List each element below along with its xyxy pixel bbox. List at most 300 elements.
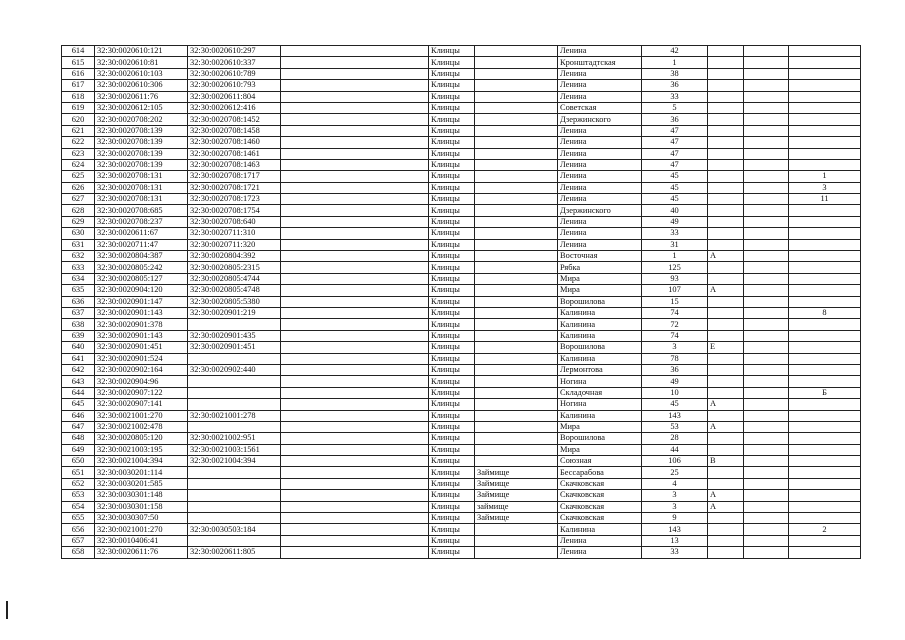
empty-cell — [744, 547, 789, 558]
row-number-cell: 656 — [62, 524, 95, 535]
locality-cell — [475, 433, 558, 444]
city-cell: Клинцы — [429, 148, 475, 159]
street-cell: Ворошилова — [558, 433, 642, 444]
row-number-cell: 654 — [62, 501, 95, 512]
house-letter-cell: А — [708, 251, 744, 262]
street-cell: Дзержинского — [558, 114, 642, 125]
row-number-cell: 640 — [62, 342, 95, 353]
linked-cadastral-number-cell — [188, 387, 281, 398]
house-number-cell: 38 — [642, 68, 708, 79]
locality-cell — [475, 102, 558, 113]
house-number-cell: 45 — [642, 182, 708, 193]
apartment-cell — [789, 251, 861, 262]
house-number-cell: 72 — [642, 319, 708, 330]
linked-cadastral-number-cell: 32:30:0020708:1717 — [188, 171, 281, 182]
cadastral-number-cell: 32:30:0030301:158 — [95, 501, 188, 512]
empty-cell — [744, 444, 789, 455]
cadastral-number-cell: 32:30:0030301:148 — [95, 490, 188, 501]
locality-cell — [475, 194, 558, 205]
house-number-cell: 1 — [642, 251, 708, 262]
house-letter-cell — [708, 137, 744, 148]
city-cell: Клинцы — [429, 296, 475, 307]
street-cell: Мира — [558, 421, 642, 432]
apartment-cell — [789, 114, 861, 125]
city-cell: Клинцы — [429, 46, 475, 57]
city-cell: Клинцы — [429, 251, 475, 262]
table-row — [62, 296, 861, 307]
house-number-cell: 15 — [642, 296, 708, 307]
city-cell: Клинцы — [429, 205, 475, 216]
empty-cell — [744, 501, 789, 512]
locality-cell — [475, 125, 558, 136]
linked-cadastral-number-cell — [188, 319, 281, 330]
table-row — [62, 501, 861, 512]
house-number-cell: 3 — [642, 490, 708, 501]
apartment-cell — [789, 444, 861, 455]
row-number-cell: 626 — [62, 182, 95, 193]
street-cell: Мира — [558, 273, 642, 284]
table-row — [62, 91, 861, 102]
house-number-cell: 36 — [642, 364, 708, 375]
row-number-cell: 618 — [62, 91, 95, 102]
house-number-cell: 1 — [642, 57, 708, 68]
row-number-cell: 635 — [62, 285, 95, 296]
house-letter-cell — [708, 205, 744, 216]
house-letter-cell — [708, 273, 744, 284]
apartment-cell — [789, 376, 861, 387]
cadastral-number-cell: 32:30:0020610:81 — [95, 57, 188, 68]
city-cell: Клинцы — [429, 319, 475, 330]
locality-cell — [475, 535, 558, 546]
city-cell: Клинцы — [429, 456, 475, 467]
scan-edge-mark — [6, 601, 8, 619]
empty-cell — [281, 239, 429, 250]
row-number-cell: 615 — [62, 57, 95, 68]
locality-cell — [475, 387, 558, 398]
cadastral-number-cell: 32:30:0020610:121 — [95, 46, 188, 57]
house-number-cell: 107 — [642, 285, 708, 296]
empty-cell — [281, 330, 429, 341]
street-cell: Ленина — [558, 547, 642, 558]
table-row — [62, 444, 861, 455]
apartment-cell — [789, 57, 861, 68]
table-row — [62, 262, 861, 273]
linked-cadastral-number-cell: 32:30:0020708:1460 — [188, 137, 281, 148]
table-row — [62, 421, 861, 432]
table-row — [62, 125, 861, 136]
house-letter-cell — [708, 171, 744, 182]
empty-cell — [744, 262, 789, 273]
cadastral-number-cell: 32:30:0020901:147 — [95, 296, 188, 307]
street-cell: Рябка — [558, 262, 642, 273]
linked-cadastral-number-cell — [188, 376, 281, 387]
locality-cell — [475, 182, 558, 193]
apartment-cell — [789, 125, 861, 136]
house-number-cell: 143 — [642, 524, 708, 535]
empty-cell — [744, 330, 789, 341]
house-letter-cell — [708, 524, 744, 535]
linked-cadastral-number-cell: 32:30:0020901:435 — [188, 330, 281, 341]
table-row — [62, 46, 861, 57]
city-cell: Клинцы — [429, 171, 475, 182]
row-number-cell: 632 — [62, 251, 95, 262]
locality-cell — [475, 296, 558, 307]
empty-cell — [281, 410, 429, 421]
house-number-cell: 47 — [642, 148, 708, 159]
street-cell: Ленина — [558, 137, 642, 148]
empty-cell — [281, 547, 429, 558]
house-letter-cell — [708, 433, 744, 444]
city-cell: Клинцы — [429, 433, 475, 444]
empty-cell — [744, 57, 789, 68]
city-cell: Клинцы — [429, 364, 475, 375]
cadastral-number-cell: 32:30:0020611:76 — [95, 547, 188, 558]
street-cell: Ворошилова — [558, 296, 642, 307]
locality-cell — [475, 114, 558, 125]
house-number-cell: 47 — [642, 159, 708, 170]
cadastral-number-cell: 32:30:0020907:141 — [95, 399, 188, 410]
empty-cell — [281, 80, 429, 91]
locality-cell — [475, 228, 558, 239]
apartment-cell — [789, 205, 861, 216]
linked-cadastral-number-cell: 32:30:0020708:1458 — [188, 125, 281, 136]
apartment-cell — [789, 410, 861, 421]
apartment-cell: 8 — [789, 307, 861, 318]
linked-cadastral-number-cell: 32:30:0020708:1754 — [188, 205, 281, 216]
cadastral-number-cell: 32:30:0020907:122 — [95, 387, 188, 398]
empty-cell — [744, 353, 789, 364]
linked-cadastral-number-cell: 32:30:0020804:392 — [188, 251, 281, 262]
house-number-cell: 74 — [642, 330, 708, 341]
street-cell: Ленина — [558, 148, 642, 159]
row-number-cell: 623 — [62, 148, 95, 159]
row-number-cell: 641 — [62, 353, 95, 364]
linked-cadastral-number-cell: 32:30:0020708:1452 — [188, 114, 281, 125]
house-letter-cell — [708, 125, 744, 136]
linked-cadastral-number-cell — [188, 353, 281, 364]
city-cell: Клинцы — [429, 478, 475, 489]
empty-cell — [281, 171, 429, 182]
linked-cadastral-number-cell: 32:30:0020711:320 — [188, 239, 281, 250]
row-number-cell: 614 — [62, 46, 95, 57]
linked-cadastral-number-cell: 32:30:0020901:219 — [188, 307, 281, 318]
street-cell: Скачковская — [558, 478, 642, 489]
street-cell: Ленина — [558, 228, 642, 239]
linked-cadastral-number-cell: 32:30:0020610:789 — [188, 68, 281, 79]
street-cell: Кронштадтская — [558, 57, 642, 68]
cadastral-number-cell: 32:30:0021002:478 — [95, 421, 188, 432]
locality-cell — [475, 239, 558, 250]
apartment-cell — [789, 91, 861, 102]
empty-cell — [744, 216, 789, 227]
house-number-cell: 36 — [642, 114, 708, 125]
empty-cell — [281, 364, 429, 375]
locality-cell — [475, 376, 558, 387]
empty-cell — [281, 262, 429, 273]
table-row — [62, 467, 861, 478]
cadastral-number-cell: 32:30:0020708:131 — [95, 194, 188, 205]
locality-cell — [475, 524, 558, 535]
city-cell: Клинцы — [429, 307, 475, 318]
empty-cell — [744, 467, 789, 478]
table-row — [62, 342, 861, 353]
empty-cell — [281, 205, 429, 216]
house-letter-cell — [708, 182, 744, 193]
cadastral-number-cell: 32:30:0020904:120 — [95, 285, 188, 296]
table-row — [62, 228, 861, 239]
house-letter-cell — [708, 159, 744, 170]
locality-cell: Займище — [475, 490, 558, 501]
locality-cell — [475, 342, 558, 353]
table-row — [62, 478, 861, 489]
table-row — [62, 524, 861, 535]
apartment-cell — [789, 296, 861, 307]
row-number-cell: 631 — [62, 239, 95, 250]
city-cell: Клинцы — [429, 285, 475, 296]
street-cell: Скачковская — [558, 513, 642, 524]
empty-cell — [281, 456, 429, 467]
city-cell: Клинцы — [429, 547, 475, 558]
cadastral-number-cell: 32:30:0020901:143 — [95, 307, 188, 318]
city-cell: Клинцы — [429, 342, 475, 353]
house-number-cell: 78 — [642, 353, 708, 364]
empty-cell — [281, 444, 429, 455]
linked-cadastral-number-cell: 32:30:0020805:5380 — [188, 296, 281, 307]
street-cell: Советская — [558, 102, 642, 113]
empty-cell — [281, 376, 429, 387]
street-cell: Ленина — [558, 182, 642, 193]
row-number-cell: 649 — [62, 444, 95, 455]
linked-cadastral-number-cell: 32:30:0020902:440 — [188, 364, 281, 375]
city-cell: Клинцы — [429, 80, 475, 91]
city-cell: Клинцы — [429, 330, 475, 341]
empty-cell — [281, 137, 429, 148]
table-row — [62, 490, 861, 501]
empty-cell — [744, 456, 789, 467]
table-row — [62, 319, 861, 330]
locality-cell — [475, 137, 558, 148]
row-number-cell: 633 — [62, 262, 95, 273]
table-row — [62, 410, 861, 421]
empty-cell — [281, 478, 429, 489]
linked-cadastral-number-cell: 32:30:0020610:793 — [188, 80, 281, 91]
table-row — [62, 364, 861, 375]
linked-cadastral-number-cell: 32:30:0021003:1561 — [188, 444, 281, 455]
linked-cadastral-number-cell — [188, 490, 281, 501]
empty-cell — [744, 524, 789, 535]
house-letter-cell — [708, 478, 744, 489]
city-cell: Клинцы — [429, 387, 475, 398]
empty-cell — [744, 490, 789, 501]
cadastral-number-cell: 32:30:0020611:76 — [95, 91, 188, 102]
street-cell: Калинина — [558, 330, 642, 341]
apartment-cell — [789, 80, 861, 91]
empty-cell — [281, 102, 429, 113]
house-letter-cell: В — [708, 456, 744, 467]
apartment-cell: 1 — [789, 171, 861, 182]
empty-cell — [281, 524, 429, 535]
street-cell: Ленина — [558, 68, 642, 79]
row-number-cell: 622 — [62, 137, 95, 148]
house-number-cell: 28 — [642, 433, 708, 444]
house-letter-cell — [708, 444, 744, 455]
linked-cadastral-number-cell: 32:30:0020711:310 — [188, 228, 281, 239]
apartment-cell — [789, 421, 861, 432]
house-number-cell: 47 — [642, 137, 708, 148]
house-letter-cell — [708, 102, 744, 113]
table-row — [62, 387, 861, 398]
locality-cell — [475, 399, 558, 410]
empty-cell — [744, 478, 789, 489]
empty-cell — [281, 490, 429, 501]
apartment-cell — [789, 501, 861, 512]
locality-cell — [475, 364, 558, 375]
linked-cadastral-number-cell: 32:30:0020610:297 — [188, 46, 281, 57]
city-cell: Клинцы — [429, 68, 475, 79]
registry-table — [61, 45, 861, 559]
apartment-cell: 11 — [789, 194, 861, 205]
table-row — [62, 68, 861, 79]
row-number-cell: 653 — [62, 490, 95, 501]
apartment-cell — [789, 148, 861, 159]
row-number-cell: 648 — [62, 433, 95, 444]
house-letter-cell — [708, 467, 744, 478]
house-number-cell: 33 — [642, 91, 708, 102]
row-number-cell: 651 — [62, 467, 95, 478]
linked-cadastral-number-cell — [188, 535, 281, 546]
cadastral-number-cell: 32:30:0021003:195 — [95, 444, 188, 455]
city-cell: Клинцы — [429, 91, 475, 102]
cadastral-number-cell: 32:30:0020805:242 — [95, 262, 188, 273]
empty-cell — [744, 239, 789, 250]
table-row — [62, 399, 861, 410]
empty-cell — [744, 125, 789, 136]
empty-cell — [744, 387, 789, 398]
row-number-cell: 639 — [62, 330, 95, 341]
house-letter-cell — [708, 307, 744, 318]
apartment-cell — [789, 102, 861, 113]
cadastral-number-cell: 32:30:0020904:96 — [95, 376, 188, 387]
empty-cell — [281, 501, 429, 512]
apartment-cell — [789, 46, 861, 57]
cadastral-number-cell: 32:30:0021001:270 — [95, 524, 188, 535]
street-cell: Ленина — [558, 216, 642, 227]
apartment-cell — [789, 159, 861, 170]
locality-cell — [475, 91, 558, 102]
street-cell: Мира — [558, 285, 642, 296]
cadastral-number-cell: 32:30:0020612:105 — [95, 102, 188, 113]
street-cell: Складочная — [558, 387, 642, 398]
house-letter-cell — [708, 148, 744, 159]
street-cell: Скачковская — [558, 490, 642, 501]
table-row — [62, 251, 861, 262]
row-number-cell: 627 — [62, 194, 95, 205]
street-cell: Ленина — [558, 159, 642, 170]
street-cell: Калинина — [558, 307, 642, 318]
empty-cell — [744, 399, 789, 410]
empty-cell — [744, 46, 789, 57]
cadastral-number-cell: 32:30:0030307:50 — [95, 513, 188, 524]
house-letter-cell: А — [708, 285, 744, 296]
linked-cadastral-number-cell — [188, 513, 281, 524]
house-letter-cell — [708, 547, 744, 558]
linked-cadastral-number-cell: 32:30:0020901:451 — [188, 342, 281, 353]
apartment-cell — [789, 262, 861, 273]
city-cell: Клинцы — [429, 524, 475, 535]
house-letter-cell — [708, 57, 744, 68]
locality-cell — [475, 216, 558, 227]
house-number-cell: 10 — [642, 387, 708, 398]
empty-cell — [744, 364, 789, 375]
locality-cell — [475, 456, 558, 467]
row-number-cell: 658 — [62, 547, 95, 558]
city-cell: Клинцы — [429, 239, 475, 250]
apartment-cell: Б — [789, 387, 861, 398]
house-number-cell: 13 — [642, 535, 708, 546]
empty-cell — [281, 57, 429, 68]
empty-cell — [281, 353, 429, 364]
empty-cell — [744, 148, 789, 159]
linked-cadastral-number-cell: 32:30:0021001:278 — [188, 410, 281, 421]
empty-cell — [281, 285, 429, 296]
row-number-cell: 646 — [62, 410, 95, 421]
house-number-cell: 53 — [642, 421, 708, 432]
empty-cell — [744, 513, 789, 524]
table-body — [62, 46, 861, 559]
empty-cell — [281, 68, 429, 79]
cadastral-number-cell: 32:30:0020708:139 — [95, 159, 188, 170]
row-number-cell: 621 — [62, 125, 95, 136]
linked-cadastral-number-cell: 32:30:0020805:2315 — [188, 262, 281, 273]
cadastral-number-cell: 32:30:0021001:270 — [95, 410, 188, 421]
empty-cell — [281, 228, 429, 239]
table-row — [62, 456, 861, 467]
city-cell: Клинцы — [429, 467, 475, 478]
apartment-cell — [789, 228, 861, 239]
house-number-cell: 45 — [642, 399, 708, 410]
table-row — [62, 148, 861, 159]
house-number-cell: 143 — [642, 410, 708, 421]
apartment-cell: 2 — [789, 524, 861, 535]
house-letter-cell: А — [708, 421, 744, 432]
locality-cell — [475, 547, 558, 558]
empty-cell — [281, 148, 429, 159]
empty-cell — [744, 319, 789, 330]
empty-cell — [744, 80, 789, 91]
locality-cell — [475, 444, 558, 455]
empty-cell — [281, 342, 429, 353]
apartment-cell — [789, 433, 861, 444]
empty-cell — [744, 114, 789, 125]
locality-cell: Займище — [475, 467, 558, 478]
empty-cell — [744, 296, 789, 307]
house-letter-cell — [708, 296, 744, 307]
empty-cell — [281, 251, 429, 262]
cadastral-number-cell: 32:30:0020805:127 — [95, 273, 188, 284]
apartment-cell — [789, 547, 861, 558]
locality-cell: Займище — [475, 513, 558, 524]
row-number-cell: 642 — [62, 364, 95, 375]
house-letter-cell — [708, 364, 744, 375]
row-number-cell: 624 — [62, 159, 95, 170]
empty-cell — [744, 273, 789, 284]
empty-cell — [744, 205, 789, 216]
locality-cell — [475, 319, 558, 330]
house-number-cell: 5 — [642, 102, 708, 113]
apartment-cell: 3 — [789, 182, 861, 193]
row-number-cell: 630 — [62, 228, 95, 239]
linked-cadastral-number-cell: 32:30:0020708:1463 — [188, 159, 281, 170]
